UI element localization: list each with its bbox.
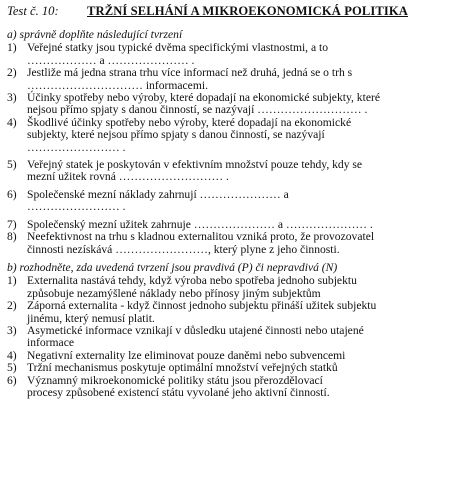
item-text-line: nejsou přímo spjaty s danou činností, se nazývají ……………………… .	[27, 103, 368, 117]
item-text-line: Účinky spotřeby nebo výroby, které dopadají na ekonomické subjekty, které	[27, 91, 380, 105]
item-text-line: činnosti nezískává ……………………, který plyne z jeho činnosti.	[27, 242, 340, 256]
list-item	[7, 231, 445, 256]
item-text	[27, 42, 445, 67]
item-text	[27, 67, 445, 92]
item-text-line: Společenský mezní užitek zahrnuje ………………… a ………………… .	[27, 217, 373, 231]
item-number: 4)	[7, 348, 17, 362]
item-text-line: mezní užitek rovná ……………………… .	[27, 170, 229, 184]
list-item	[7, 67, 445, 92]
list-item	[7, 159, 445, 184]
list-item	[7, 117, 445, 154]
item-text-line: procesy způsobené existencí státu vyvolané jeho aktivní činností.	[27, 385, 330, 399]
item-text-line: Neefektivnost na trhu s kladnou externalitou vzniká proto, že provozovatel	[27, 230, 375, 244]
section-a-list	[7, 42, 445, 256]
item-number: 5)	[7, 361, 17, 375]
item-number: 3)	[7, 91, 17, 105]
item-number: 1)	[7, 274, 17, 288]
item-text	[27, 117, 445, 154]
worksheet-header	[7, 4, 445, 19]
item-number: 7)	[7, 217, 17, 231]
item-text	[27, 231, 445, 256]
item-text-line: Záporná externalita - když činnost jednoho subjektu přináší užitek subjektu	[27, 299, 377, 313]
section-a-heading: a) správně doplňte následující tvrzení	[7, 28, 183, 41]
item-text	[27, 159, 445, 184]
item-text-line: Veřejné statky jsou typické dvěma specifickými vlastnostmi, a to	[27, 41, 329, 55]
page-title: TRŽNÍ SELHÁNÍ A MIKROEKONOMICKÁ POLITIKA	[87, 4, 408, 18]
list-item	[7, 300, 445, 325]
item-text-line: Škodlivé účinky spotřeby nebo výroby, které dopadají na ekonomické	[27, 115, 352, 129]
item-text-line: Tržní mechanismus poskytuje optimální množství veřejných statků	[27, 361, 338, 375]
item-text-line: ……………… a ………………… .	[27, 53, 195, 67]
item-text-line: subjekty, které nejsou přímo spjaty s danou činností, se nazývají	[27, 128, 325, 142]
item-text-line: Asymetické informace vznikají v důsledku utajené činnosti nebo utajené	[27, 323, 364, 337]
item-number: 6)	[7, 373, 17, 387]
item-number: 3)	[7, 323, 17, 337]
item-text	[27, 325, 445, 350]
list-item	[7, 325, 445, 350]
list-item	[7, 92, 445, 117]
item-text-line: Veřejný statek je poskytován v efektivním množství pouze tehdy, kdy se	[27, 158, 363, 172]
item-text-line: Jestliže má jedna strana trhu více informací než druhá, jedná se o trh s	[27, 66, 353, 80]
item-text-line: Významný mikroekonomické politiky státu jsou přerozdělovací	[27, 373, 323, 387]
section-b-list	[7, 275, 445, 399]
list-item	[7, 189, 445, 214]
item-text-line: …………………… .	[27, 200, 126, 214]
item-text-line: způsobuje nezamýšlené náklady nebo přínosy jiným subjektům	[27, 286, 321, 300]
item-text-line: ………………………… informacemi.	[27, 78, 208, 92]
item-text-line: jinému, který nemusí platit.	[27, 311, 155, 325]
item-number: 2)	[7, 66, 17, 80]
item-text	[27, 300, 445, 325]
item-number: 1)	[7, 41, 17, 55]
item-text	[27, 275, 445, 300]
list-item	[7, 275, 445, 300]
section-a	[7, 29, 445, 256]
item-number: 2)	[7, 299, 17, 313]
item-number: 5)	[7, 158, 17, 172]
item-text-line: Externalita nastává tehdy, když výroba nebo spotřeba jednoho subjektu	[27, 274, 357, 288]
section-b-heading: b) rozhodněte, zda uvedená tvrzení jsou pravdivá (P) či nepravdivá (N)	[7, 260, 338, 274]
item-text-line: …………………… .	[27, 140, 126, 154]
item-text-line: Negativní externality lze eliminovat pouze daněmi nebo subvencemi	[27, 348, 346, 362]
item-number: 8)	[7, 230, 17, 244]
item-number: 4)	[7, 115, 17, 129]
item-number: 6)	[7, 187, 17, 201]
list-item	[7, 375, 445, 400]
test-number-label: Test č. 10:	[7, 4, 59, 18]
list-item	[7, 42, 445, 67]
item-text	[27, 189, 445, 214]
item-text	[27, 92, 445, 117]
item-text-line: Společenské mezní náklady zahrnují ………………… a	[27, 187, 289, 201]
section-b	[7, 262, 445, 399]
item-text	[27, 375, 445, 400]
item-text-line: informace	[27, 336, 74, 350]
